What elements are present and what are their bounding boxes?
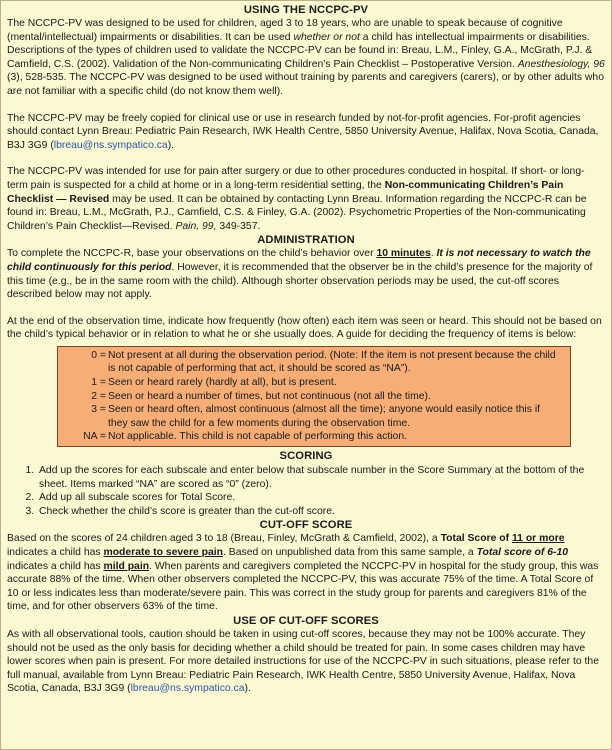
total-score-range: Total score of 6-10 (476, 547, 569, 558)
emphasis-text: whether or not (293, 31, 360, 43)
scale-description: Not applicable. This child is not capable of performing this action. (108, 431, 407, 443)
text-run: ). (167, 139, 175, 151)
checklist-name: Non-communicating Children’s Pain Checklist — Revised (7, 179, 564, 205)
scale-description: Seen or heard rarely (hardly at all), but is present. (108, 377, 337, 389)
text-run: The NCCPC-PV was designed to be used for children, aged 3 to 18 years, who are unable to speak because of cognitive (mental/intellectual) impairments or disabilities. It can be used (7, 18, 563, 43)
journal-citation: Anesthesiology, 96 (517, 58, 605, 70)
text-run: . When parents and caregivers completed the NCCPC-PV in hospital for the study group, this was accurate 88% of the time. When other observers completed the NCCPC-PV, this was accurate 75% of the time. A Total Score of 10 or less indicates less than moderate/severe pain. This was correct in the study group for parents and caregivers 81% of the time, and for other observers 63% of the time. (7, 560, 599, 613)
observation-duration: 10 minutes (376, 248, 431, 260)
section-heading-administration: ADMINISTRATION (257, 234, 355, 247)
text-run: 349-357. (216, 220, 261, 232)
scale-key: 0 = (91, 349, 106, 361)
scoring-step: 1. Add up the scores for each subscale and enter below that subscale number in the Score Summary at the bottom of the sheet. Items marked “NA” are scored as “0” (zero). (37, 464, 605, 491)
text-run: indicates a child has (7, 547, 104, 558)
scale-description: Seen or heard a number of times, but not continuous (not all the time). (108, 390, 431, 402)
text-run: To complete the NCCPC-R, base your observations on the child’s behavior over (7, 248, 377, 260)
text-run: Based on the scores of 24 children aged 3 to 18 (Breau, Finley, McGrath & Camfield, 2002), a (7, 533, 441, 545)
pain-level-mild: mild pain (103, 560, 150, 572)
section-heading-cutoff: CUT-OFF SCORE (259, 519, 353, 532)
scale-row (66, 403, 562, 430)
text-run: As with all observational tools, caution should be taken in using cut-off scores, because they may not be 100% accurate. They should not be used as the only basis for deciding whether a child should be treated for pain. In some cases children may have lower scores when pain is present. For more detailed instructions for use of the NCCPC-PV in such situations, please refer to the full manual, available from Lynn Breau: Pediatric Pain Research, IWK Health Centre, 5850 University Avenue, Halifax, Nova Scotia, Canada, B3J 3G9 ( (7, 628, 599, 695)
emphasis-text: It is not necessary to watch the child continuously for this period (7, 248, 591, 273)
administration-paragraph-2: At the end of the observation time, indicate how frequently (how often) each item was seen or heard. This should not be based on the child’s typical behavior or in relation to what he or she usually does. A guide for deciding the frequency of items is below: (7, 315, 602, 341)
text-run: . However, it is recommended that the observer be in the child’s presence for the majority of this time (e.g., be in the same room with the child). Although shorter observation periods may be used, the cut-off scores described below may not apply. (7, 261, 593, 301)
scoring-steps (7, 464, 605, 518)
scale-description: Not present at all during the observation period. (Note: If the item is not present because the child is not capable of performing that act, it should be scored as “NA”). (108, 349, 556, 375)
journal-citation: Pain, 99, (175, 220, 217, 232)
scoring-step: 3. Check whether the child’s score is greater than the cut-off score. (37, 505, 605, 519)
text-run: may be used. It can be obtained by contacting Lynn Breau. Information regarding the NCCPC-R can be found in: Breau, L.M., McGrath, P.J., Camfield, C.S. & Finley, G.A. (2002). Psychometric Properties of the Non-communicating Children’s Pain Checklist—Revised. (7, 193, 587, 232)
scale-key: 3 = (91, 404, 106, 416)
pain-level-severe: moderate to severe pain (103, 547, 224, 558)
scale-key: 2 = (91, 390, 106, 402)
text-run: (3), 528-535. The NCCPC-PV was designed to be used without training by parents and caregivers (carers), or by other adults who are not familiar with a specific child (do not know them well). (7, 72, 604, 97)
cutoff-threshold: 11 or more (511, 533, 565, 545)
text-run: . Based on unpublished data from this same sample, a (223, 547, 477, 558)
scoring-step: 2. Add up all subscale scores for Total Score. (37, 491, 605, 505)
administration-paragraph-1 (7, 247, 605, 301)
scale-row (66, 430, 562, 444)
text-run: . (430, 248, 437, 260)
text-run: indicates a child has (7, 560, 104, 572)
text-run: The NCCPC-PV was intended for use for pain after surgery or due to other procedures conducted in hospital. If short- or long-term pain is suspected for a child at home or in a long-term residential setting, the (7, 166, 585, 191)
scale-row (66, 376, 562, 390)
cutoff-paragraph (7, 532, 605, 614)
use-cutoff-paragraph (7, 628, 605, 696)
scale-key: 1 = (91, 377, 106, 389)
usage-paragraph-3 (7, 165, 605, 233)
section-heading-scoring: SCORING (279, 450, 333, 463)
usage-paragraph-2 (7, 112, 605, 153)
section-heading-use-cutoff: USE OF CUT-OFF SCORES (233, 614, 379, 627)
text-run: The NCCPC-PV may be freely copied for clinical use or use in research funded by not-for-profit agencies. For-profit agencies should contact Lynn Breau: Pediatric Pain Research, IWK Health Centre, 5850 University Avenue, Halifax, Nova Scotia, Canada, B3J 3G9 ( (7, 112, 599, 151)
scale-key: NA = (83, 431, 106, 443)
text-run: a child has intellectual impairments or disabilities. Descriptions of the types of children used to validate the NCCPC-PV can be found in: Breau, L.M., Finley, G.A., McGrath, P.J. & Camfield, C.S. (2002). Validation of the Non-communicating Children’s Pain Checklist – Postoperative Version. (7, 31, 593, 70)
scale-row (66, 390, 562, 404)
scale-description: Seen or heard often, almost continuous (almost all the time); anyone would easily notice this if they saw the child for a few moments during the observation time. (108, 404, 541, 429)
scale-row (66, 349, 562, 376)
email-link[interactable]: lbreau@ns.sympatico.ca (53, 139, 168, 151)
section-heading-using: USING THE NCCPC-PV (243, 4, 369, 16)
frequency-scale-box (57, 346, 571, 447)
usage-paragraph-1 (7, 17, 605, 99)
total-score-label: Total Score of (440, 533, 512, 545)
text-run: ). (244, 683, 251, 695)
email-link[interactable]: lbreau@ns.sympatico.ca (130, 683, 245, 695)
